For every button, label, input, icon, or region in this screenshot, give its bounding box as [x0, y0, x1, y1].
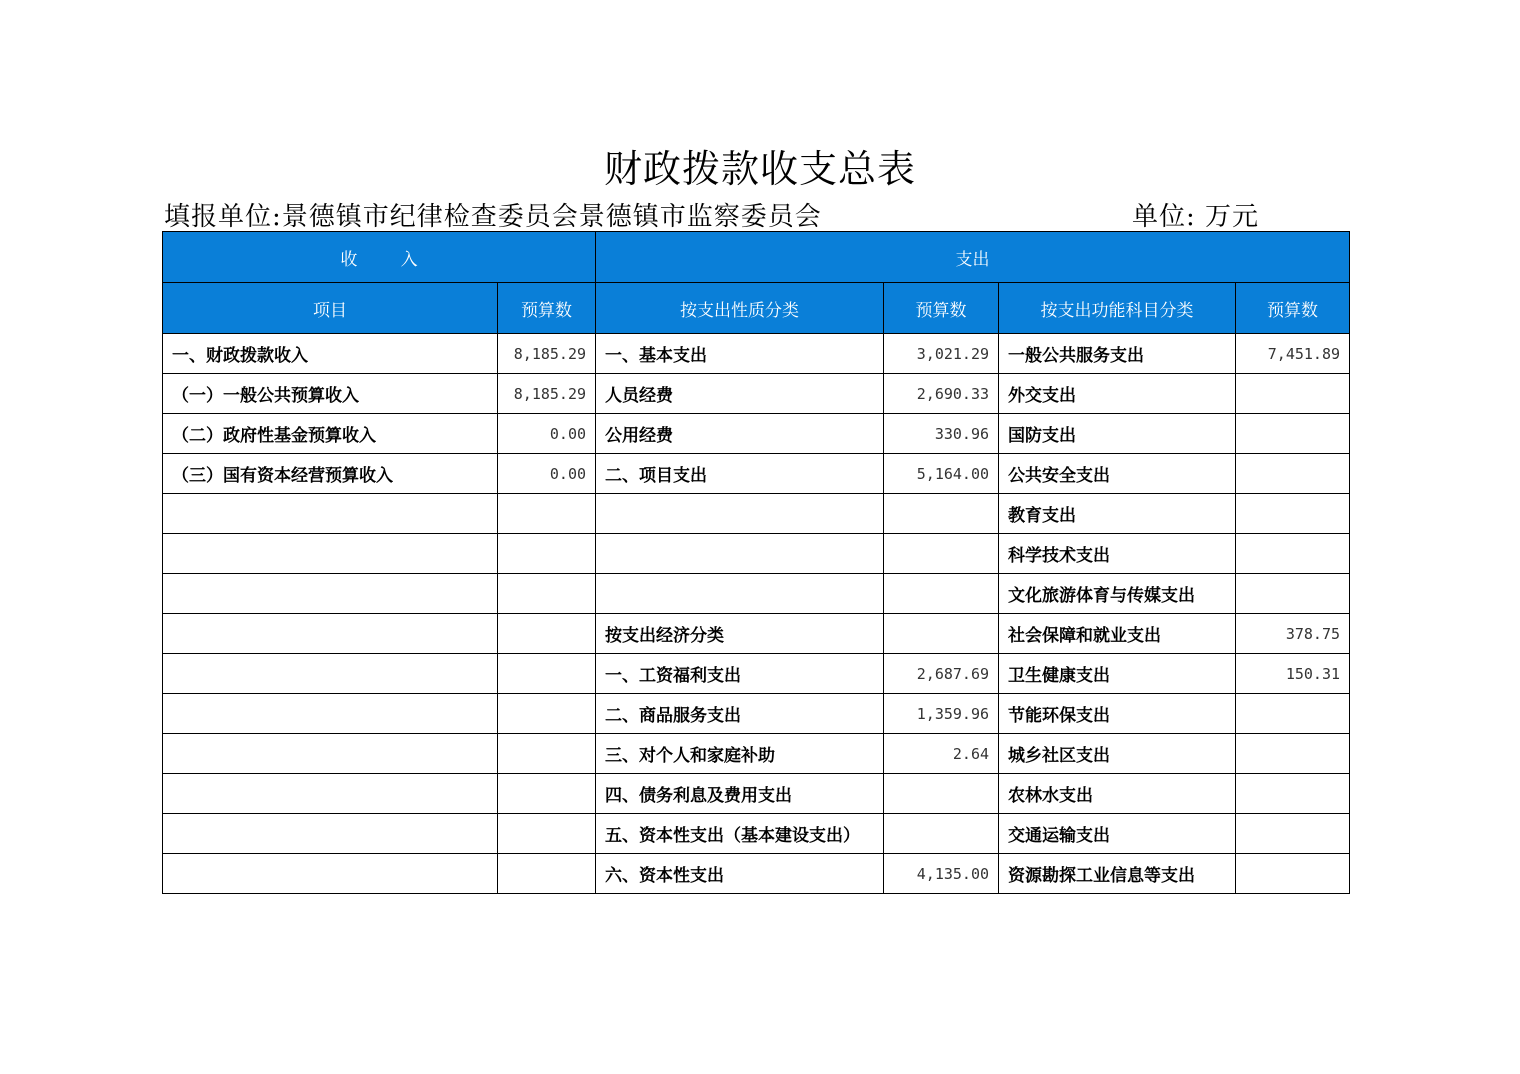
expense-nature-amount-cell [884, 494, 999, 534]
column-header: 预算数 [1236, 283, 1350, 334]
expense-nature-amount-cell [884, 614, 999, 654]
income-item-cell: 一、财政拨款收入 [163, 334, 498, 374]
table-row [163, 774, 1350, 814]
expense-function-cell: 文化旅游体育与传媒支出 [999, 574, 1236, 614]
expense-nature-cell: 三、对个人和家庭补助 [596, 734, 884, 774]
income-item-cell [163, 814, 498, 854]
expense-function-cell: 卫生健康支出 [999, 654, 1236, 694]
expense-function-amount-cell [1236, 414, 1350, 454]
expense-function-cell: 交通运输支出 [999, 814, 1236, 854]
expense-function-cell: 公共安全支出 [999, 454, 1236, 494]
expense-function-cell: 城乡社区支出 [999, 734, 1236, 774]
expense-nature-cell [596, 574, 884, 614]
expense-nature-amount-cell: 2,687.69 [884, 654, 999, 694]
table-row [163, 494, 1350, 534]
column-header: 预算数 [498, 283, 596, 334]
table-row [163, 854, 1350, 894]
income-item-cell [163, 694, 498, 734]
expense-nature-cell: 公用经费 [596, 414, 884, 454]
expense-nature-amount-cell: 4,135.00 [884, 854, 999, 894]
table-row [163, 334, 1350, 374]
expense-function-amount-cell [1236, 774, 1350, 814]
expense-function-amount-cell [1236, 574, 1350, 614]
expense-function-amount-cell: 150.31 [1236, 654, 1350, 694]
table-row [163, 694, 1350, 734]
table-row [163, 454, 1350, 494]
reporting-unit: 填报单位:景德镇市纪律检查委员会景德镇市监察委员会 [164, 202, 822, 232]
expense-nature-cell: 一、基本支出 [596, 334, 884, 374]
table-row [163, 414, 1350, 454]
expense-nature-amount-cell: 2.64 [884, 734, 999, 774]
expense-function-amount-cell [1236, 734, 1350, 774]
income-item-cell: （一）一般公共预算收入 [163, 374, 498, 414]
expense-function-amount-cell [1236, 494, 1350, 534]
column-header: 按支出功能科目分类 [999, 283, 1236, 334]
expense-nature-cell: 五、资本性支出（基本建设支出） [596, 814, 884, 854]
expense-function-amount-cell [1236, 854, 1350, 894]
expense-nature-amount-cell: 2,690.33 [884, 374, 999, 414]
income-amount-cell [498, 854, 596, 894]
income-amount-cell [498, 534, 596, 574]
expense-nature-cell: 按支出经济分类 [596, 614, 884, 654]
expense-function-cell: 节能环保支出 [999, 694, 1236, 734]
expense-nature-cell: 六、资本性支出 [596, 854, 884, 894]
column-header: 按支出性质分类 [596, 283, 884, 334]
column-header: 预算数 [884, 283, 999, 334]
table-row [163, 654, 1350, 694]
expense-function-amount-cell [1236, 694, 1350, 734]
expense-nature-amount-cell: 330.96 [884, 414, 999, 454]
income-item-cell [163, 774, 498, 814]
income-amount-cell: 0.00 [498, 414, 596, 454]
expense-function-cell: 国防支出 [999, 414, 1236, 454]
expense-function-amount-cell: 7,451.89 [1236, 334, 1350, 374]
table-row [163, 814, 1350, 854]
income-item-cell [163, 734, 498, 774]
expense-function-cell: 一般公共服务支出 [999, 334, 1236, 374]
income-amount-cell [498, 814, 596, 854]
income-amount-cell [498, 774, 596, 814]
expense-function-amount-cell [1236, 534, 1350, 574]
income-amount-cell [498, 614, 596, 654]
income-amount-cell [498, 574, 596, 614]
expense-function-cell: 农林水支出 [999, 774, 1236, 814]
expense-function-amount-cell: 378.75 [1236, 614, 1350, 654]
expense-nature-amount-cell [884, 574, 999, 614]
table-row [163, 534, 1350, 574]
income-amount-cell [498, 654, 596, 694]
income-item-cell: （三）国有资本经营预算收入 [163, 454, 498, 494]
income-amount-cell: 8,185.29 [498, 374, 596, 414]
income-item-cell: （二）政府性基金预算收入 [163, 414, 498, 454]
income-amount-cell: 0.00 [498, 454, 596, 494]
expense-function-amount-cell [1236, 374, 1350, 414]
expense-nature-cell [596, 534, 884, 574]
page-title: 财政拨款收支总表 [603, 147, 916, 191]
expense-nature-cell: 二、项目支出 [596, 454, 884, 494]
income-item-cell [163, 534, 498, 574]
column-header: 项目 [163, 283, 498, 334]
income-amount-cell: 8,185.29 [498, 334, 596, 374]
income-amount-cell [498, 694, 596, 734]
expense-function-amount-cell [1236, 814, 1350, 854]
expense-nature-amount-cell: 3,021.29 [884, 334, 999, 374]
table-row [163, 574, 1350, 614]
income-item-cell [163, 574, 498, 614]
table-row [163, 374, 1350, 414]
expense-nature-amount-cell: 5,164.00 [884, 454, 999, 494]
expense-nature-amount-cell [884, 534, 999, 574]
table-row [163, 614, 1350, 654]
table-row [163, 734, 1350, 774]
expense-nature-cell [596, 494, 884, 534]
expense-function-cell: 教育支出 [999, 494, 1236, 534]
expense-function-cell: 社会保障和就业支出 [999, 614, 1236, 654]
expense-function-cell: 科学技术支出 [999, 534, 1236, 574]
expense-nature-amount-cell [884, 814, 999, 854]
expense-nature-amount-cell: 1,359.96 [884, 694, 999, 734]
income-item-cell [163, 494, 498, 534]
expense-group-header: 支出 [596, 232, 1350, 283]
expense-nature-cell: 人员经费 [596, 374, 884, 414]
expense-nature-cell: 二、商品服务支出 [596, 694, 884, 734]
expense-function-cell: 外交支出 [999, 374, 1236, 414]
currency-unit: 单位: 万元 [1132, 202, 1260, 232]
expense-function-cell: 资源勘探工业信息等支出 [999, 854, 1236, 894]
budget-summary-table [162, 231, 1350, 894]
expense-nature-cell: 一、工资福利支出 [596, 654, 884, 694]
income-item-cell [163, 854, 498, 894]
income-group-header: 收 入 [163, 232, 596, 283]
income-item-cell [163, 654, 498, 694]
expense-nature-cell: 四、债务利息及费用支出 [596, 774, 884, 814]
expense-nature-amount-cell [884, 774, 999, 814]
income-amount-cell [498, 494, 596, 534]
income-amount-cell [498, 734, 596, 774]
income-item-cell [163, 614, 498, 654]
expense-function-amount-cell [1236, 454, 1350, 494]
